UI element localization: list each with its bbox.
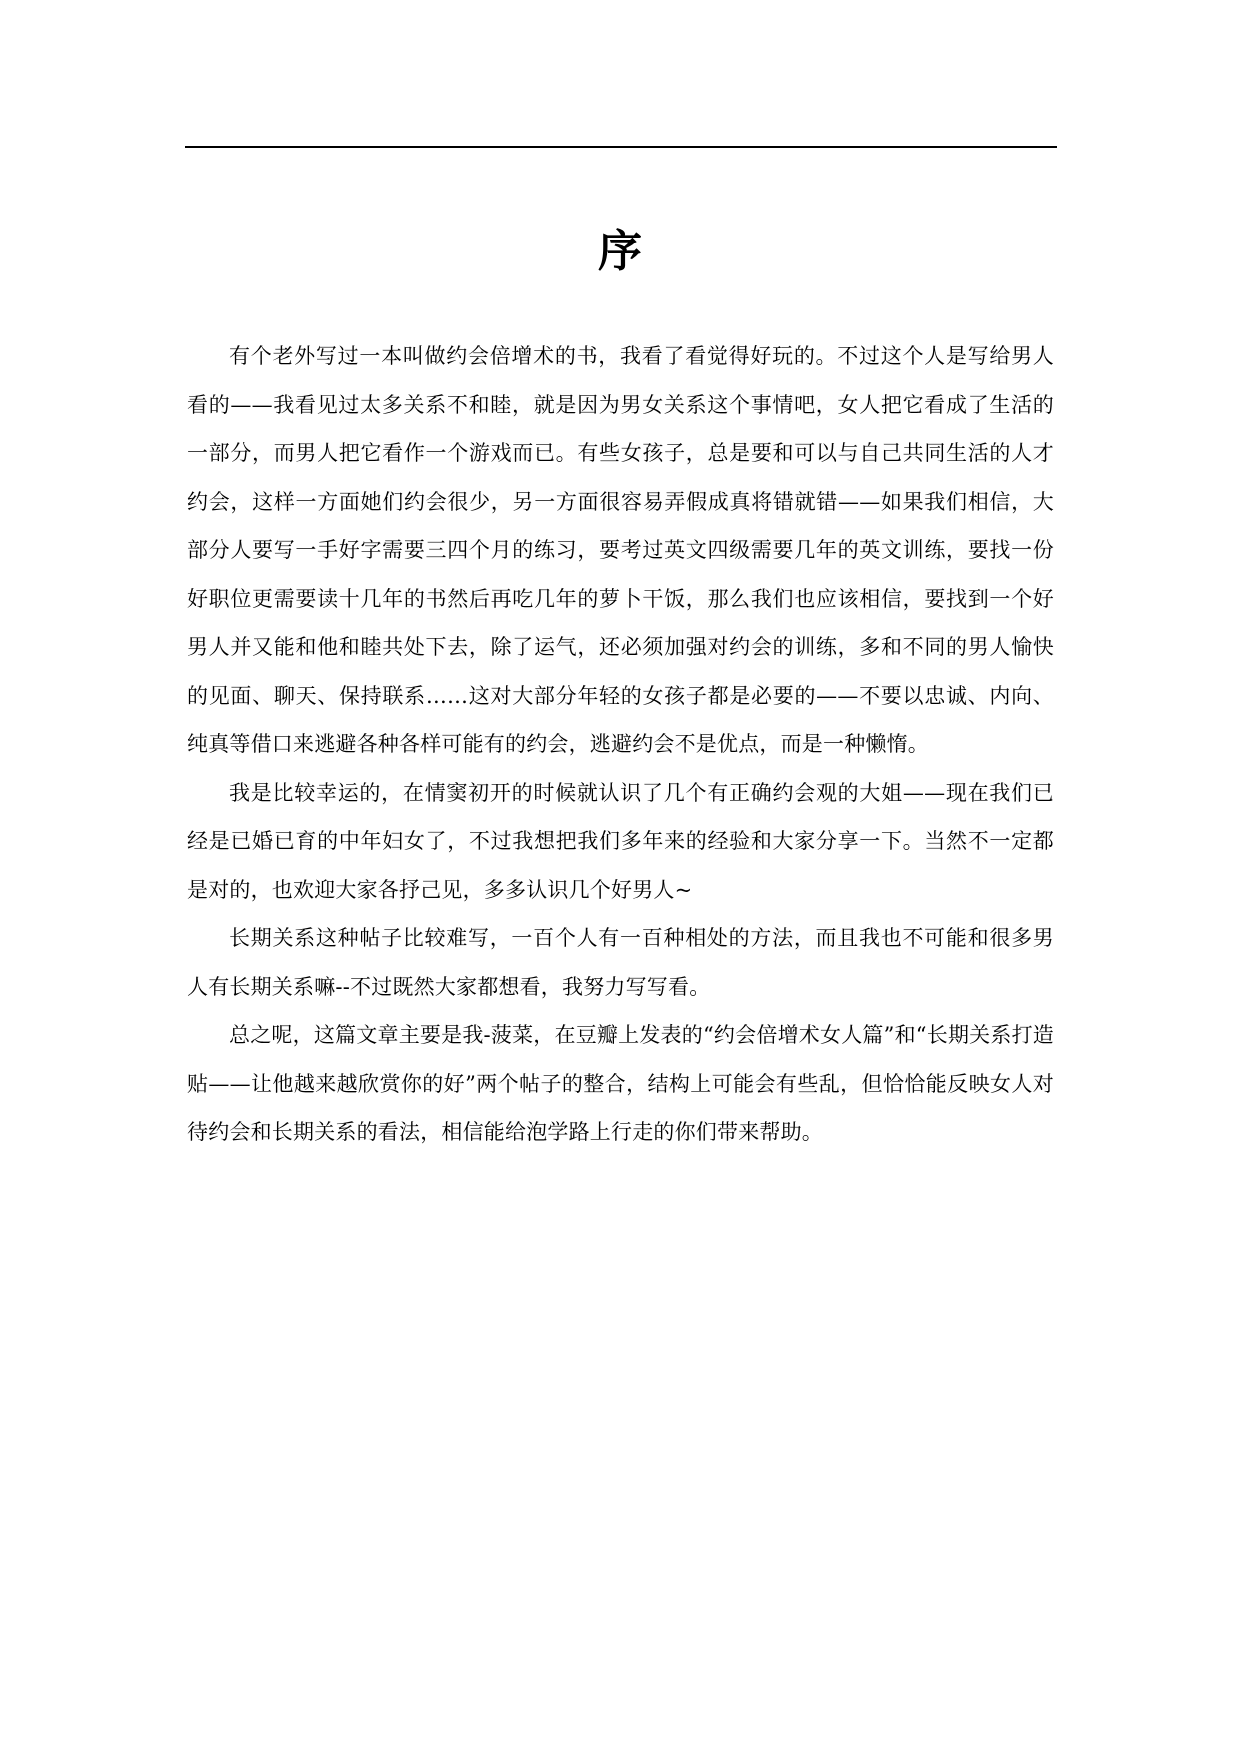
header-rule [185, 146, 1057, 148]
page-title: 序 [598, 226, 642, 277]
paragraph: 总之呢，这篇文章主要是我-菠菜，在豆瓣上发表的“约会倍增术女人篇”和“长期关系打造贴——让他越来越欣赏你的好”两个帖子的整合，结构上可能会有些乱，但恰恰能反映女人对待约会和长期关系的看法，相信能给泡学路上行走的你们带来帮助。 [187, 1023, 1054, 1144]
paragraph: 我是比较幸运的，在情窦初开的时候就认识了几个有正确约会观的大姐——现在我们已经是已婚已育的中年妇女了，不过我想把我们多年来的经验和大家分享一下。当然不一定都是对的，也欢迎大家各抒己见，多多认识几个好男人~ [187, 780, 1054, 902]
paragraph: 有个老外写过一本叫做约会倍增术的书，我看了看觉得好玩的。不过这个人是写给男人看的——我看见过太多关系不和睦，就是因为男女关系这个事情吧，女人把它看成了生活的一部分，而男人把它看作一个游戏而已。有些女孩子，总是要和可以与自己共同生活的人才约会，这样一方面她们约会很少，另一方面很容易弄假成真将错就错——如果我们相信，大部分人要写一手好字需要三四个月的练习，要考过英文四级需要几年的英文训练，要找一份好职位更需要读十几年的书然后再吃几年的萝卜干饭，那么我们也应该相信，要找到一个好男人并又能和他和睦共处下去，除了运气，还必须加强对约会的训练，多和不同的男人愉快的见面、聊天、保持联系……这对大部分年轻的女孩子都是必要的——不要以忠诚、内向、纯真等借口来逃避各种各样可能有的约会，逃避约会不是优点，而是一种懒惰。 [187, 344, 1054, 756]
paragraph: 长期关系这种帖子比较难写，一百个人有一百种相处的方法，而且我也不可能和很多男人有长期关系嘛--不过既然大家都想看，我努力写写看。 [187, 926, 1054, 999]
body-text [187, 332, 1054, 1157]
